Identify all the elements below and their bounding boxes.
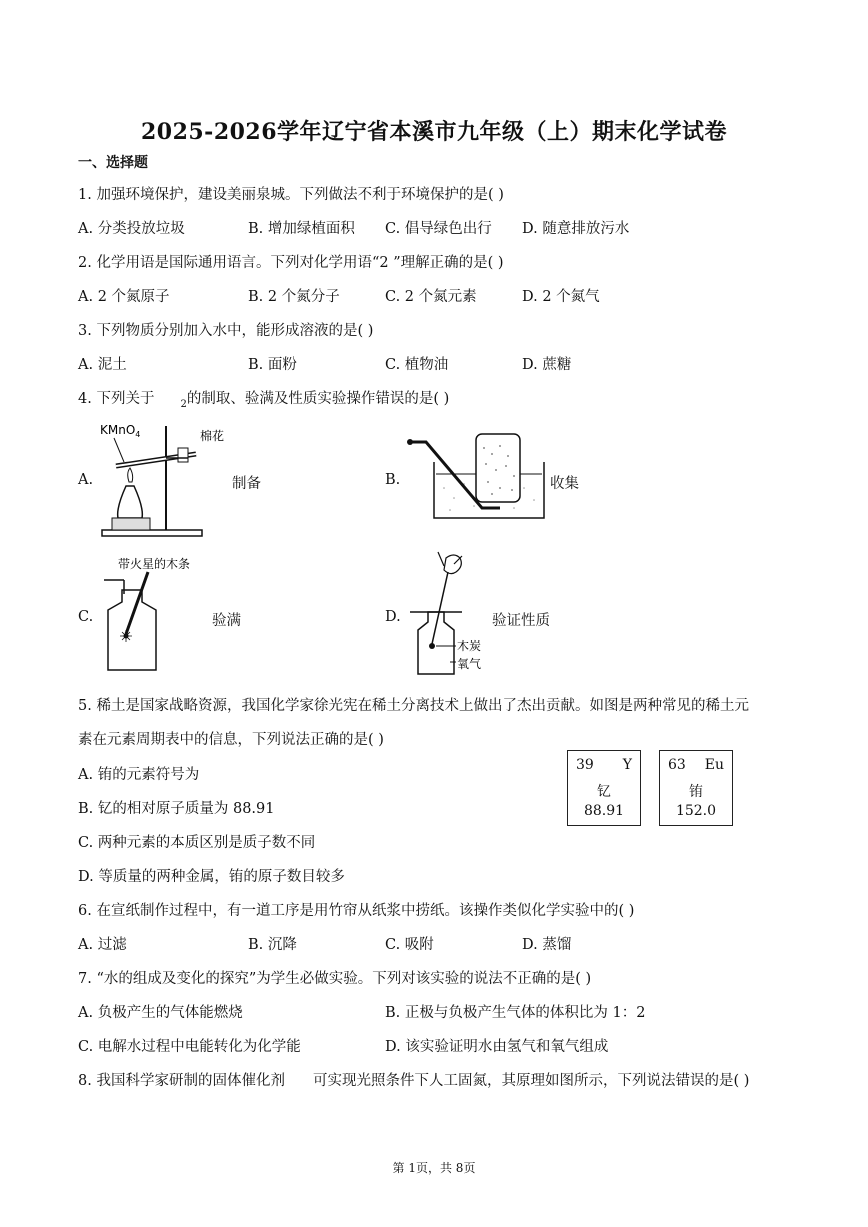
question-8-stem bbox=[78, 1069, 749, 1090]
q5-option-b: B. 钇的相对原子质量为 88.91 bbox=[78, 801, 275, 817]
q7-option-c: C. 电解水过程中电能转化为化学能 bbox=[78, 1039, 301, 1055]
q5-option-d: D. 等质量的两种金属，铕的原子数目较多 bbox=[78, 869, 345, 885]
q7-option-d: D. 该实验证明水由氢气和氧气组成 bbox=[385, 1039, 609, 1055]
q4-c-splint-label: 带火星的木条 bbox=[118, 557, 191, 571]
q2-option-b: B. 2 个氮分子 bbox=[248, 289, 340, 305]
q4-a-kmno4-label: KMnO$_4$ bbox=[100, 423, 141, 439]
q3-option-d: D. 蔗糖 bbox=[522, 357, 572, 373]
q1-option-a: A. 分类投放垃圾 bbox=[78, 221, 185, 237]
q2-option-c: C. 2 个氮元素 bbox=[385, 289, 477, 305]
q3-option-c: C. 植物油 bbox=[385, 357, 449, 373]
q8-stem-post: 可实现光照条件下人工固氮，其原理如图所示，下列说法错误的是( ) bbox=[312, 1073, 750, 1089]
question-7-stem: 7. “水的组成及变化的探究”为学生必做实验。下列对该实验的说法不正确的是( ) bbox=[78, 971, 592, 987]
q4-option-b: B. bbox=[385, 472, 401, 488]
q4-c-splint-figure bbox=[104, 550, 220, 678]
q4-b-collection-figure bbox=[404, 428, 550, 526]
element-number: 39 bbox=[576, 757, 594, 773]
element-number: 63 bbox=[668, 757, 686, 773]
page-title: 2025-2026学年辽宁省本溪市九年级（上）期末化学试卷 bbox=[140, 119, 728, 145]
q4-d-caption: 验证性质 bbox=[492, 613, 550, 629]
q3-option-a: A. 泥土 bbox=[78, 357, 127, 373]
question-5-stem-line2: 素在元素周期表中的信息，下列说法正确的是( ) bbox=[78, 732, 384, 748]
q5-option-a: A. 铕的元素符号为 bbox=[78, 767, 200, 783]
element-name: 钇 bbox=[597, 784, 611, 800]
q6-option-c: C. 吸附 bbox=[385, 937, 434, 953]
element-symbol: Eu bbox=[704, 757, 724, 773]
q4-option-c: C. bbox=[78, 609, 94, 625]
question-3-stem: 3. 下列物质分别加入水中，能形成溶液的是( ) bbox=[78, 323, 374, 339]
element-name: 铕 bbox=[689, 784, 703, 800]
q4-option-d: D. bbox=[385, 609, 401, 625]
q4-a-caption: 制备 bbox=[232, 476, 261, 492]
q3-option-b: B. 面粉 bbox=[248, 357, 297, 373]
section-heading: 一、选择题 bbox=[78, 155, 148, 171]
q4-b-caption: 收集 bbox=[550, 476, 579, 492]
q1-option-b: B. 增加绿植面积 bbox=[248, 221, 355, 237]
q7-option-a: A. 负极产生的气体能燃烧 bbox=[78, 1005, 243, 1021]
question-2-stem: 2. 化学用语是国际通用语言。下列对化学用语“2 ”理解正确的是( ) bbox=[78, 255, 504, 271]
q6-option-b: B. 沉降 bbox=[248, 937, 297, 953]
q4-a-apparatus-figure bbox=[96, 418, 225, 540]
q4-d-charcoal-label: 木炭 bbox=[457, 639, 482, 653]
q2-option-a: A. 2 个氮原子 bbox=[78, 289, 170, 305]
element-card-europium bbox=[659, 750, 733, 826]
element-symbol: Y bbox=[622, 757, 632, 773]
q7-option-b: B. 正极与负极产生气体的体积比为 1：2 bbox=[385, 1005, 646, 1021]
q1-option-c: C. 倡导绿色出行 bbox=[385, 221, 492, 237]
page-footer: 第 1页，共 8页 bbox=[392, 1161, 476, 1175]
q5-option-c: C. 两种元素的本质区别是质子数不同 bbox=[78, 835, 316, 851]
q8-stem-pre: 8. 我国科学家研制的固体催化剂 bbox=[78, 1073, 285, 1089]
q1-option-d: D. 随意排放污水 bbox=[522, 221, 630, 237]
question-4-stem bbox=[78, 387, 449, 410]
question-5-stem-line1: 5. 稀土是国家战略资源，我国化学家徐光宪在稀土分离技术上做出了杰出贡献。如图是两种常见的稀土元 bbox=[78, 698, 749, 714]
q4-c-caption: 验满 bbox=[212, 613, 241, 629]
element-card-yttrium bbox=[567, 750, 641, 826]
q2-option-d: D. 2 个氮气 bbox=[522, 289, 600, 305]
q6-option-a: A. 过滤 bbox=[78, 937, 127, 953]
q4-stem-sub: 2 bbox=[180, 398, 187, 410]
element-mass: 88.91 bbox=[583, 803, 625, 819]
q4-option-a: A. bbox=[78, 472, 94, 488]
element-mass: 152.0 bbox=[675, 803, 717, 819]
q4-a-cotton-label: 棉花 bbox=[200, 429, 225, 443]
question-1-stem: 1. 加强环境保护，建设美丽泉城。下列做法不利于环境保护的是( ) bbox=[78, 187, 504, 203]
q6-option-d: D. 蒸馏 bbox=[522, 937, 572, 953]
q4-stem-pre: 4. 下列关于 bbox=[78, 391, 155, 407]
q4-d-oxygen-label: 氧气 bbox=[457, 657, 482, 671]
question-6-stem: 6. 在宣纸制作过程中，有一道工序是用竹帘从纸浆中捞纸。该操作类似化学实验中的( ) bbox=[78, 903, 635, 919]
q4-stem-post: 的制取、验满及性质实验操作错误的是( ) bbox=[186, 391, 450, 407]
